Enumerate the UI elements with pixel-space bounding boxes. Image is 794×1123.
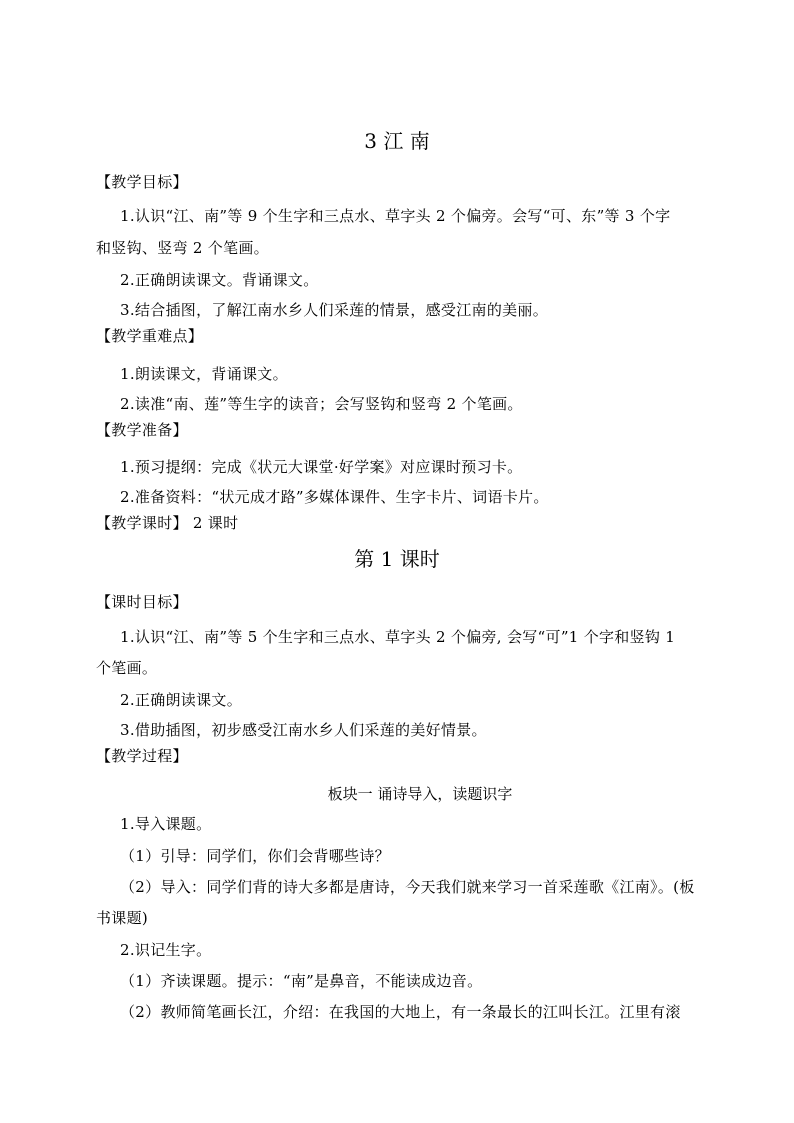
class-goal-1: 1.认识“江、南”等 5 个生字和三点水、草字头 2 个偏旁, 会写“可”1 个字和竖钩 1: [120, 628, 676, 646]
lesson-title: 3 江 南: [364, 129, 430, 153]
class-goal-3: 3.借助插图，初步感受江南水乡人们采莲的美好情景。: [120, 721, 487, 739]
process-step-2-1: （1）齐读课题。提示：“南”是鼻音，不能读成边音。: [120, 972, 483, 990]
key-point-1: 1.朗读课文，背诵课文。: [120, 365, 288, 383]
goal-item-3: 3.结合插图，了解江南水乡人们采莲的情景，感受江南的美丽。: [120, 301, 549, 319]
section-heading-class-hours: 【教学课时】 2 课时: [96, 514, 239, 532]
preparation-item-2: 2.准备资料：“状元成才路”多媒体课件、生字卡片、词语卡片。: [120, 488, 549, 506]
process-step-1-2: （2）导入：同学们背的诗大多都是唐诗，今天我们就来学习一首采莲歌《江南》。(板: [120, 878, 695, 896]
section-heading-preparation: 【教学准备】: [96, 421, 188, 439]
process-step-1-2-continued: 书课题): [96, 909, 149, 927]
goal-item-2: 2.正确朗读课文。背诵课文。: [120, 271, 319, 289]
block-heading-1: 板块一 诵诗导入，读题识字: [327, 785, 513, 803]
class-goal-2: 2.正确朗读课文。: [120, 691, 243, 709]
class-hour-title: 第 1 课时: [354, 547, 440, 571]
process-step-1: 1.导入课题。: [120, 815, 212, 833]
section-heading-key-points: 【教学重难点】: [96, 327, 204, 345]
section-heading-class-goals: 【课时目标】: [96, 593, 188, 611]
process-step-1-1: （1）引导：同学们，你们会背哪些诗？: [120, 847, 390, 865]
class-goal-1-continued: 个笔画。: [96, 659, 158, 677]
process-step-2-2: （2）教师简笔画长江，介绍：在我国的大地上，有一条最长的江叫长江。江里有滚: [120, 1003, 681, 1021]
preparation-item-1: 1.预习提纲：完成《状元大课堂·好学案》对应课时预习卡。: [120, 458, 523, 476]
section-heading-teaching-process: 【教学过程】: [96, 747, 188, 765]
goal-item-1: 1.认识“江、南”等 9 个生字和三点水、草字头 2 个偏旁。会写“可、东”等 3 个字: [120, 207, 671, 225]
key-point-2: 2.读准“南、莲”等生字的读音；会写竖钩和竖弯 2 个笔画。: [120, 395, 523, 413]
section-heading-teaching-goals: 【教学目标】: [96, 173, 188, 191]
process-step-2: 2.识记生字。: [120, 941, 212, 959]
goal-item-1-continued: 和竖钩、竖弯 2 个笔画。: [96, 239, 269, 257]
